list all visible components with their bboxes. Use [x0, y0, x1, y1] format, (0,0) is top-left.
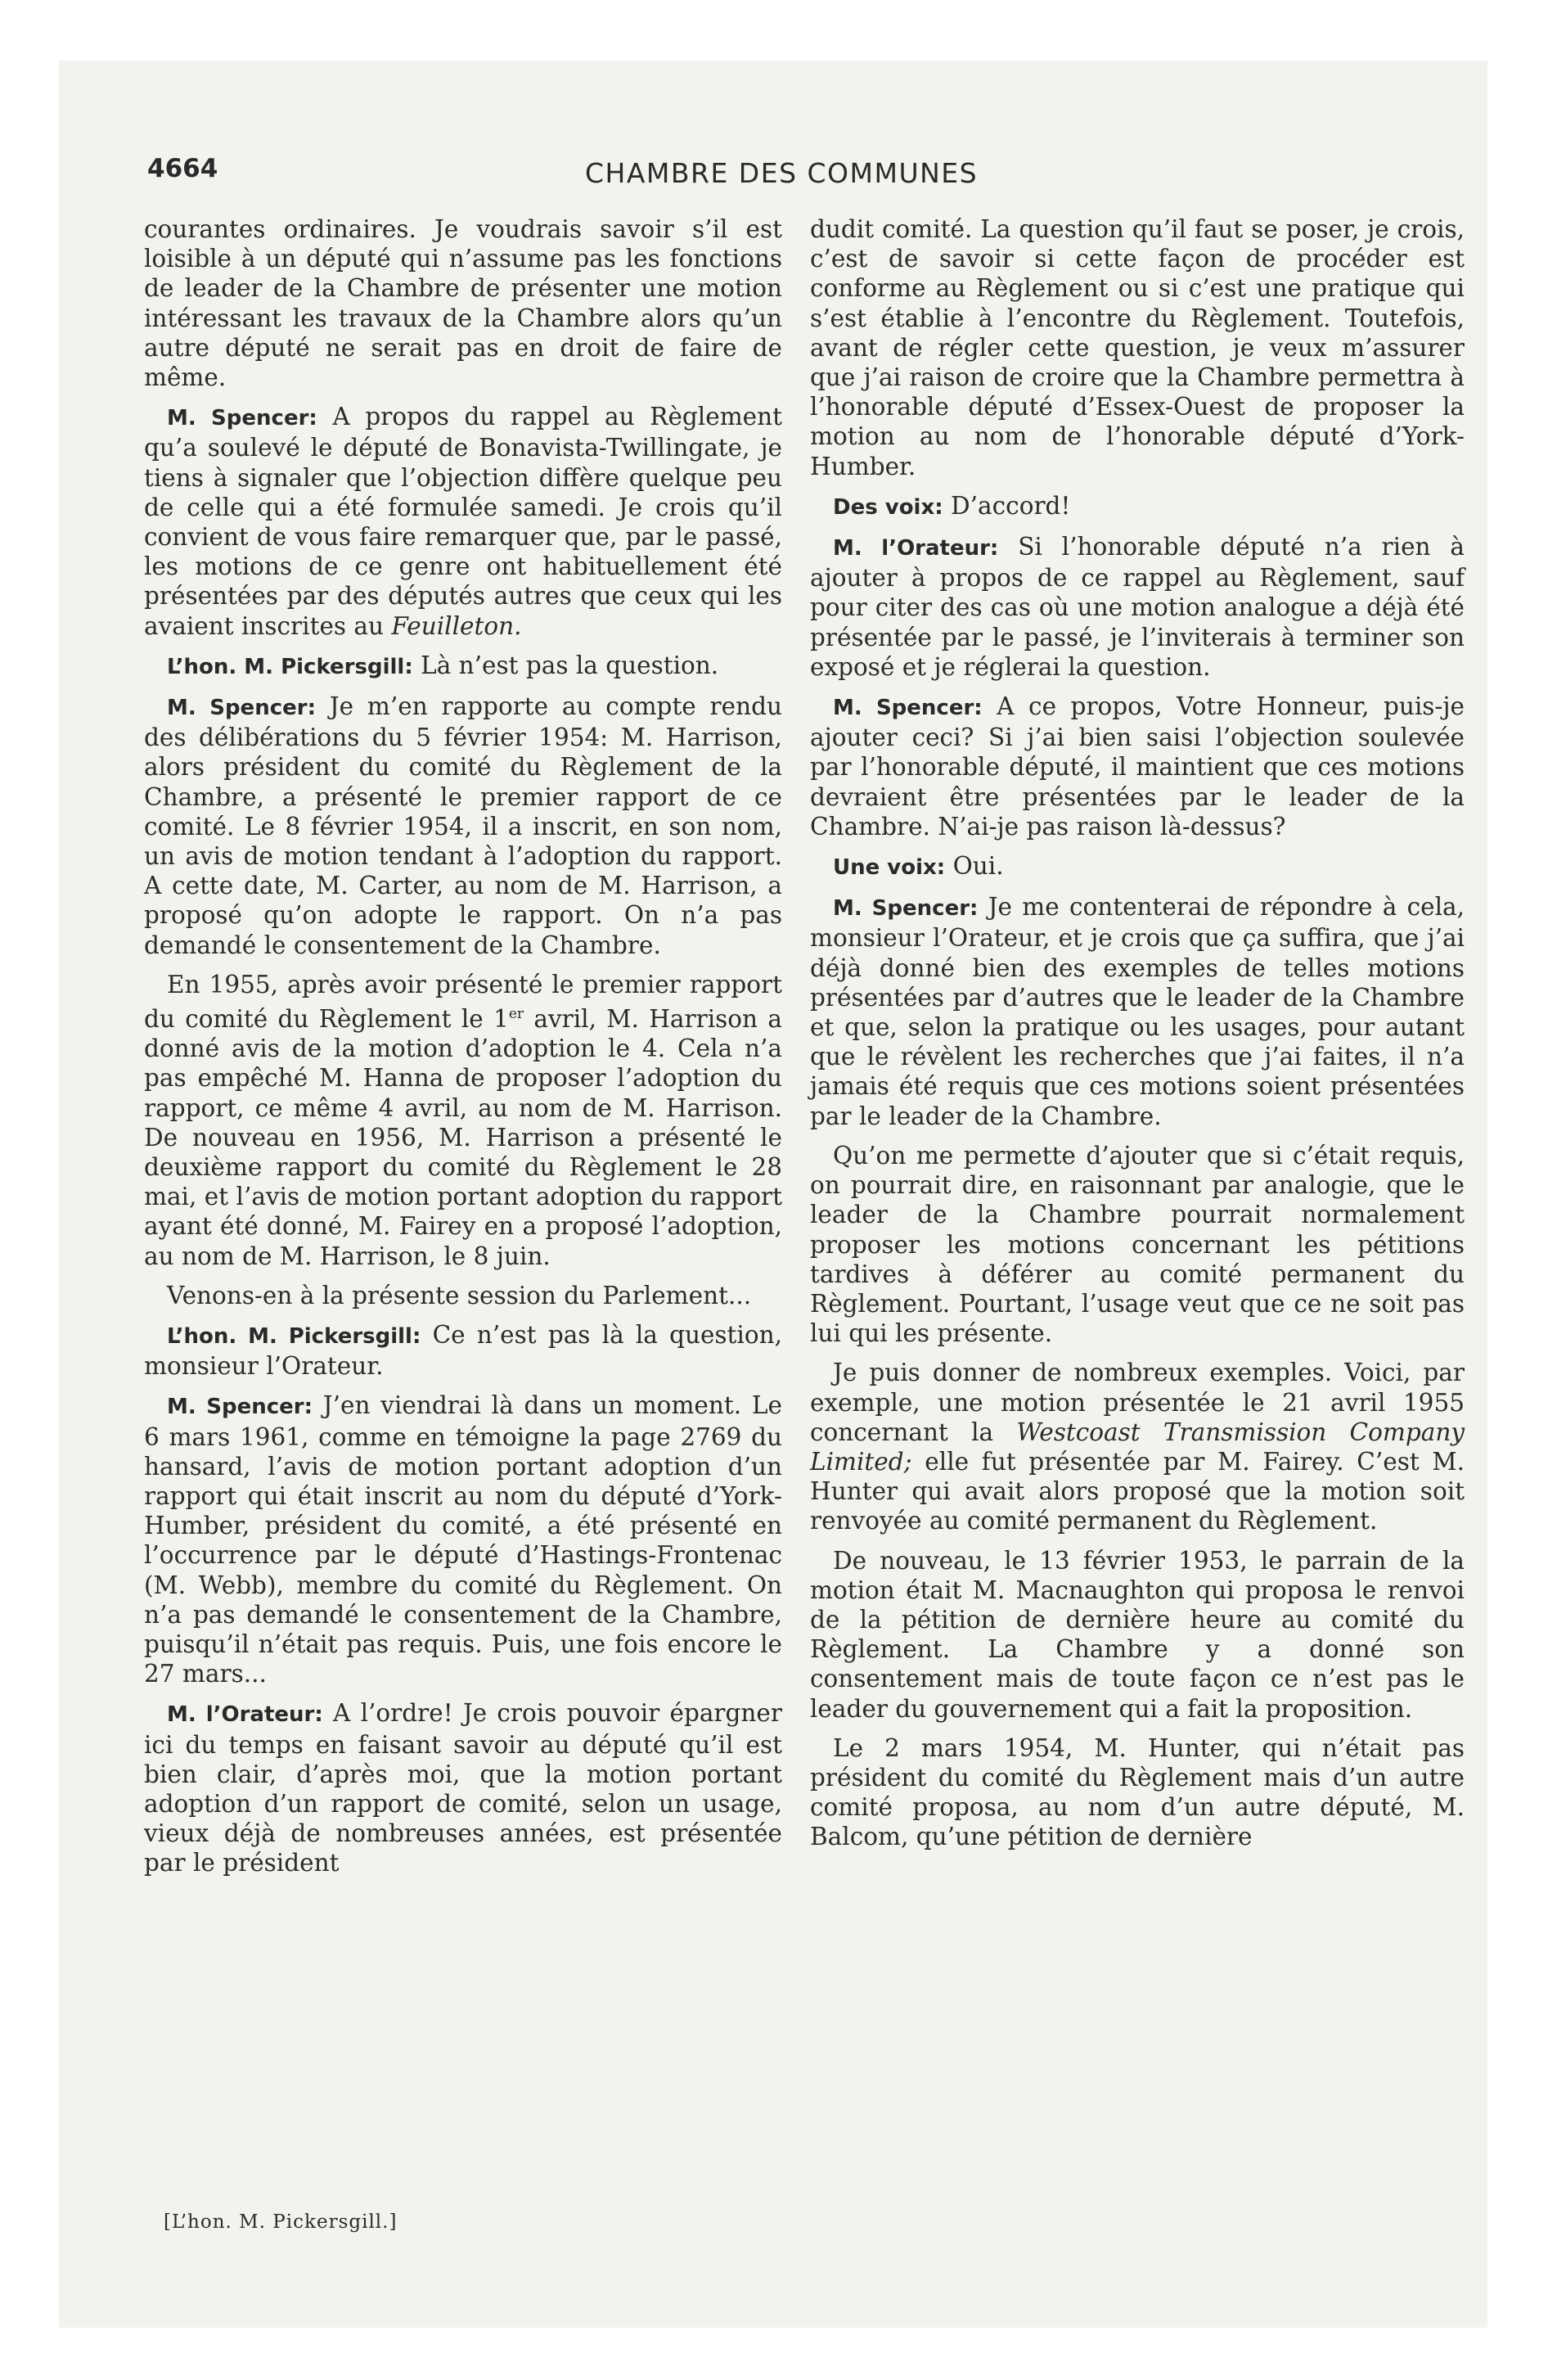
paragraph: M. Spencer: Je m’en rapporte au compte rendu des délibérations du 5 février 1954: M. Harrison, alors président du comité du Règlement de la Chambre, a présenté le premier rapport de ce comité. Le 8 février 1954, il a inscrit, en son nom, un avis de motion tendant à l’adoption du rapport. A cette date, M. Carter, au nom de M. Harrison, a proposé qu’on adopte le rapport. On n’a pas demandé le consentement de la Chambre. — [144, 692, 782, 959]
speaker-name: M. l’Orateur: — [167, 1702, 323, 1728]
speaker-name: M. Spencer: — [833, 896, 979, 922]
speaker-name: M. Spencer: — [167, 1395, 313, 1420]
speaker-name: M. Spencer: — [167, 696, 316, 721]
speaker-name: L’hon. M. Pickersgill: — [167, 1323, 421, 1349]
paragraph: Je puis donner de nombreux exemples. Voici, par exemple, une motion présentée le 21 avril 1955 concernant la Westcoast Transmission Company Limited; elle fut présentée par M. Fairey. C’est M. Hunter qui avait alors proposé que la motion soit renvoyée au comité permanent du Règlement. — [810, 1359, 1465, 1535]
paragraph: M. Spencer: A ce propos, Votre Honneur, puis-je ajouter ceci? Si j’ai bien saisi l’objection soulevée par l’honorable député, il maintient que ces motions devraient être présentées par le leader de la Chambre. N’ai-je pas raison là-dessus? — [810, 692, 1465, 841]
paragraph: dudit comité. La question qu’il faut se poser, je crois, c’est de savoir si cette façon de procéder est conforme au Règlement ou si c’est une pratique qui s’est établie à l’encontre du Règlement. Toutefois, avant de régler cette question, je veux m’assurer que j’ai raison de croire que la Chambre permettra à l’honorable député d’Essex-Ouest de proposer la motion au nom de l’honorable député d’York-Humber. — [810, 215, 1465, 480]
footer-speaker-note: [L’hon. M. Pickersgill.] — [164, 2211, 398, 2233]
page-header — [147, 154, 1456, 203]
paragraph: M. Spencer: J’en viendrai là dans un moment. Le 6 mars 1961, comme en témoigne la page 2769 du hansard, l’avis de motion portant adoption d’un rapport qui était inscrit au nom du député d’York-Humber, président du comité, a été présenté en l’occurrence par le député d’Hastings-Frontenac (M. Webb), membre du comité du Règlement. On n’a pas demandé le consentement de la Chambre, puisqu’il n’était pas requis. Puis, une fois encore le 27 mars... — [144, 1391, 782, 1688]
left-column — [144, 214, 782, 1888]
paragraph: M. l’Orateur: A l’ordre! Je crois pouvoir épargner ici du temps en faisant savoir au député qu’il est bien clair, d’après moi, que la motion portant adoption d’un rapport de comité, selon un usage, vieux déjà de nombreuses années, est présentée par le président — [144, 1699, 782, 1877]
paragraph: M. l’Orateur: Si l’honorable député n’a rien à ajouter à propos de ce rappel au Règlement, sauf pour citer des cas où une motion analogue a déjà été présentée par le passé, je l’inviterais à terminer son exposé et je réglerai la question. — [810, 533, 1465, 681]
right-column — [810, 214, 1465, 1862]
paragraph: M. Spencer: Je me contenterai de répondre à cela, monsieur l’Orateur, et je crois que ça suffira, que j’ai déjà donné bien des exemples de telles motions présentées par d’autres que le leader de la Chambre et que, selon la pratique ou les usages, pour autant que le révèlent les recherches que j’ai faites, il n’a jamais été requis que ces motions soient présentées par le leader de la Chambre. — [810, 893, 1465, 1130]
paragraph: En 1955, après avoir présenté le premier rapport du comité du Règlement le 1er avril, M. Harrison a donné avis de la motion d’adoption le 4. Cela n’a pas empêché M. Hanna de proposer l’adoption du rapport, ce même 4 avril, au nom de M. Harrison. De nouveau en 1956, M. Harrison a présenté le deuxième rapport du comité du Règlement le 28 mai, et l’avis de motion portant adoption du rapport ayant été donné, M. Fairey en a proposé l’adoption, au nom de M. Harrison, le 8 juin. — [144, 970, 782, 1270]
paragraph: L’hon. M. Pickersgill: Là n’est pas la question. — [167, 651, 719, 679]
paragraph: Une voix: Oui. — [833, 852, 1004, 881]
speaker-name: M. Spencer: — [167, 406, 317, 431]
paragraph: L’hon. M. Pickersgill: Ce n’est pas là la question, monsieur l’Orateur. — [144, 1320, 782, 1381]
paragraph: Le 2 mars 1954, M. Hunter, qui n’était pas président du comité du Règlement mais d’un autre comité proposa, au nom d’un autre député, M. Balcom, qu’une pétition de dernière — [810, 1733, 1465, 1851]
paragraph: M. Spencer: A propos du rappel au Règlement qu’a soulevé le député de Bonavista-Twillingate, je tiens à signaler que l’objection diffère quelque peu de celle qui a été formulée samedi. Je crois qu’il convient de vous faire remarquer que, par le passé, les motions de ce genre ont habituellement été présentées par des députés autres que ceux qui les avaient inscrites au Feuilleton. — [144, 403, 782, 640]
speaker-name: L’hon. M. Pickersgill: — [167, 654, 413, 679]
paragraph: courantes ordinaires. Je voudrais savoir s’il est loisible à un député qui n’assume pas les fonctions de leader de la Chambre de présenter une motion intéressant les travaux de la Chambre alors qu’un autre député ne serait pas en droit de faire de même. — [144, 215, 782, 392]
speaker-name: M. Spencer: — [833, 696, 983, 721]
paragraph: Venons-en à la présente session du Parlement... — [167, 1281, 752, 1309]
running-title: CHAMBRE DES COMMUNES — [585, 157, 979, 189]
paragraph: Des voix: D’accord! — [833, 491, 1071, 520]
paragraph: Qu’on me permette d’ajouter que si c’était requis, on pourrait dire, en raisonnant par analogie, que le leader de la Chambre pourrait normalement proposer les motions concernant les pétitions tardives à déférer au comité permanent du Règlement. Pourtant, l’usage veut que ce ne soit pas lui qui les présente. — [810, 1141, 1465, 1348]
page-number: 4664 — [147, 154, 218, 183]
speaker-name: Une voix: — [833, 855, 946, 881]
speaker-name: Des voix: — [833, 494, 943, 520]
paragraph: De nouveau, le 13 février 1953, le parrain de la motion était M. Macnaughton qui proposa le renvoi de la pétition de dernière heure au comité du Règlement. La Chambre y a donné son consentement mais de toute façon ce n’est pas le leader du gouvernement qui a fait la proposition. — [810, 1546, 1465, 1723]
speaker-name: M. l’Orateur: — [833, 536, 999, 561]
